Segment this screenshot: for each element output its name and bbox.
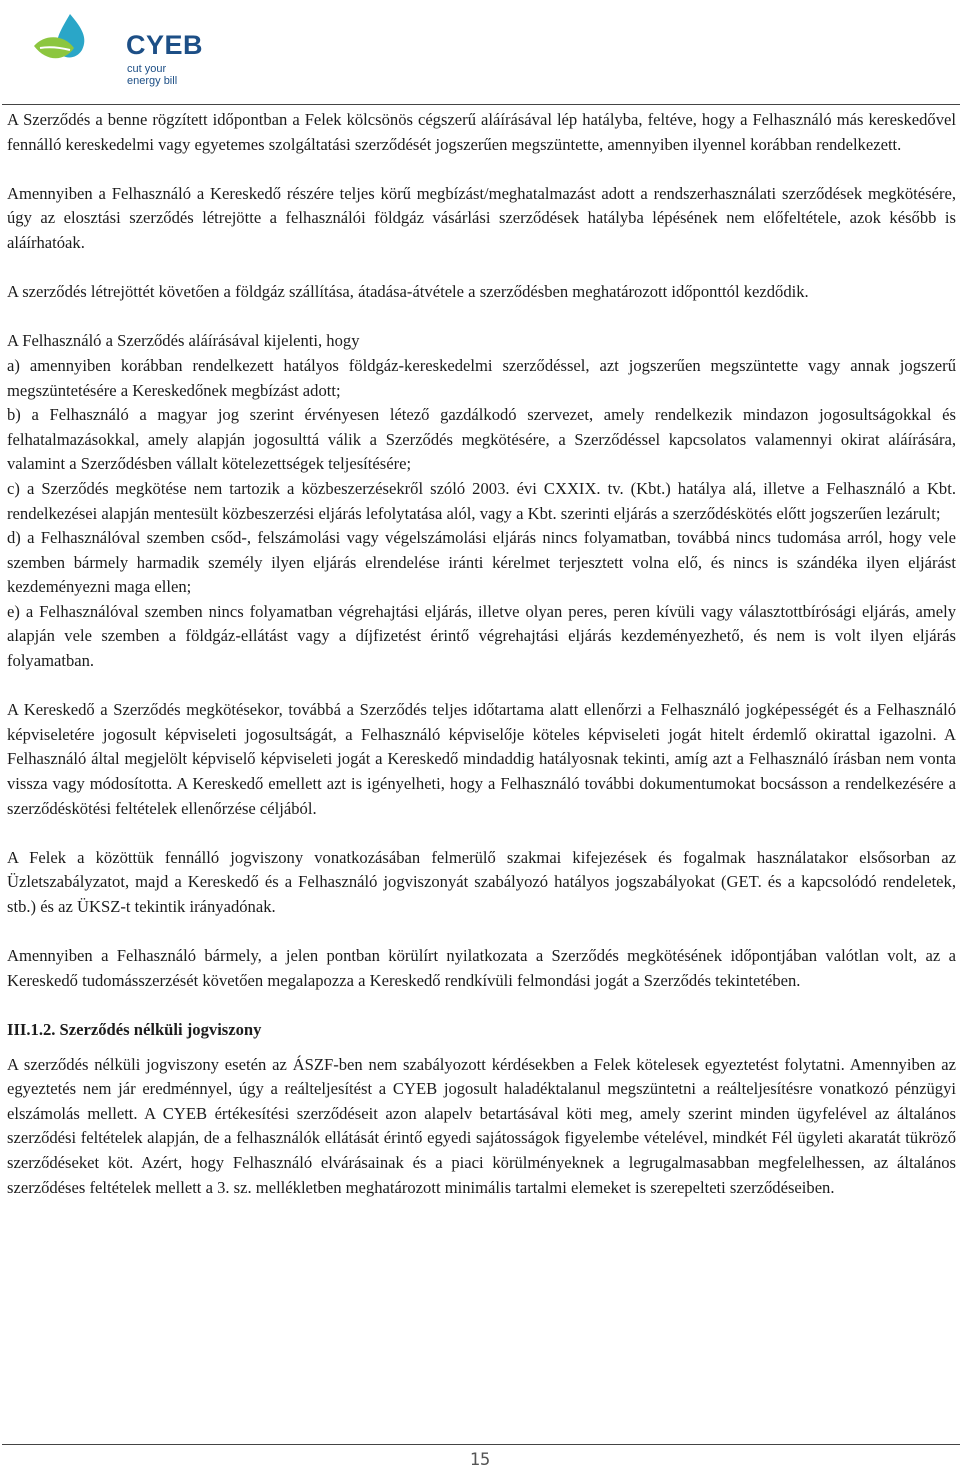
paragraph: A Kereskedő a Szerződés megkötésekor, továbbá a Szerződés teljes időtartama alatt ellenőrzi a Felhasználó jogképességét és a Felhasználó képviseletére jogosult képviseleti jogosultságát, a Felhasználó képviselője köteles képviseleti jogát hitelt érdemlő okirattal igazolni. A Felhasználó által megjelölt képviselő képviseleti jogát a Kereskedő mindaddig hatályosnak tekinti, amíg azt a Felhasználó írásban nem vonta vissza vagy módosította. A Kereskedő emellett azt is igényelheti, hogy a Felhasználó további dokumentumokat bocsásson a rendelkezésére a szerződéskötési feltételek ellenőrzése céljából.	[7, 700, 956, 818]
list-item: d) a Felhasználóval szemben csőd-, felszámolási vagy végelszámolási eljárás nincs folyamatban, továbbá nincs tudomása arról, hogy vele szemben bármely harmadik személy ilyen eljárás elrendelése iránti kérelmet terjesztett volna elő, és nincs is szándéka ilyen eljárást kezdeményezni maga ellen;	[7, 528, 956, 597]
leaf-drop-icon	[30, 8, 100, 78]
header-divider	[2, 104, 960, 105]
page-number: 15	[469, 1450, 491, 1470]
paragraph: A Felhasználó a Szerződés aláírásával kijelenti, hogy	[7, 331, 360, 351]
list-item: e) a Felhasználóval szemben nincs folyamatban végrehajtási eljárás, illetve olyan peres, peren kívüli vagy választottbírósági eljárás, amely alapján vele szemben a földgáz-ellátást vagy a díjfizetést érintő végrehajtási eljárás kezdeményezhető, és nem is volt ilyen eljárás folyamatban.	[7, 601, 956, 671]
cyeb-logo	[30, 8, 204, 88]
paragraph: Amennyiben a Felhasználó bármely, a jelen pontban körülírt nyilatkozata a Szerződés megkötésének időpontjában valótlan volt, az a Kereskedő tudomásszerzését követően megalapozza a Kereskedő rendkívüli felmondási jogát a Szerződés tekintetében.	[7, 946, 956, 990]
logo-wordmark: CYEB	[126, 30, 204, 60]
page-header	[0, 0, 960, 104]
list-item: a) amennyiben korábban rendelkezett hatályos földgáz-kereskedelmi szerződéssel, azt jogszerűen megszüntette vagy annak jogszerű megszüntetésére a Kereskedőnek megbízást adott;	[7, 355, 956, 400]
paragraph: A szerződés létrejöttét követően a földgáz szállítása, átadása-átvétele a szerződésben meghatározott időponttól kezdődik.	[7, 282, 809, 302]
paragraph: Amennyiben a Felhasználó a Kereskedő részére teljes körű megbízást/meghatalmazást adott a rendszerhasználati szerződések megkötésére, úgy az elosztási szerződés létrejötte a felhasználói földgáz vásárlási szerződések hatályba lépésének nem előfeltétele, azok később is aláírhatóak.	[7, 183, 956, 252]
paragraph: A szerződés nélküli jogviszony esetén az ÁSZF-ben nem szabályozott kérdésekben a Felek kötelesek egyeztetést folytatni. Amennyiben az egyeztetés nem jár eredménnyel, úgy a reálteljesítést a CYEB jogosult haladéktalanul megszüntetni a reálteljesítésre vonatkozó pénzügyi elszámolás mellett. A CYEB értékesítési szerződéseit azon alapelv betartásával köti meg, amely szerint minden ügyfelével az általános szerződési feltételek alapján, de a felhasználók ellátását érintő egyedi sajátosságok figyelembe vételével, mindkét Fél ügyleti akaratát tükröző szerződéseket köt. Azért, hogy Felhasználó elvárásainak és a piaci körülményeknek a legrugalmasabban megfelelhessen, az általános szerződéses feltételek mellett a 3. sz. mellékletben meghatározott minimális tartalmi elemeket is szerepelteti szerződéseiben.	[7, 1054, 956, 1197]
logo-tagline: cut your energy bill	[127, 63, 178, 87]
paragraph: A Felek a közöttük fennálló jogviszony vonatkozásában felmerülő szakmai kifejezések és fogalmak használatakor elsősorban az Üzletszabályzatot, majd a Kereskedő és a Felhasználó jogviszonyát szabályozó hatályos jogszabályokat (GET. és a kapcsolódó rendeletek, stb.) és az ÜKSZ-t tekintik irányadónak.	[7, 847, 956, 916]
document-body	[7, 108, 956, 1200]
paragraph: A Szerződés a benne rögzített időpontban a Felek kölcsönös cégszerű aláírásával lép hatályba, feltéve, hogy a Felhasználó más kereskedővel fennálló kereskedelmi vagy egyetemes szolgáltatási szerződését jogszerűen megszüntette, amennyiben ilyennel korábban rendelkezett.	[7, 110, 956, 154]
footer-divider	[2, 1444, 960, 1445]
section-heading: III.1.2. Szerződés nélküli jogviszony	[7, 1019, 262, 1039]
list-item: b) a Felhasználó a magyar jog szerint érvényesen létező gazdálkodó szervezet, amely rendelkezik mindazon jogosultságokkal és felhatalmazásokkal, amely alapján jogosulttá válik a Szerződés megkötésére, a Szerződéssel kapcsolatos valamennyi okirat aláírására, valamint a Szerződésben vállalt kötelezettségek teljesítésére;	[7, 405, 956, 474]
list-item: c) a Szerződés megkötése nem tartozik a közbeszerzésekről szóló 2003. évi CXXIX. tv. (Kbt.) hatálya alá, illetve a Felhasználó a Kbt. rendelkezései alapján mentesült közbeszerzési eljárás lefolytatása alól, vagy a Kbt. szerinti eljárás a szerződéskötés előtt jogszerűen lezárult;	[7, 478, 956, 523]
